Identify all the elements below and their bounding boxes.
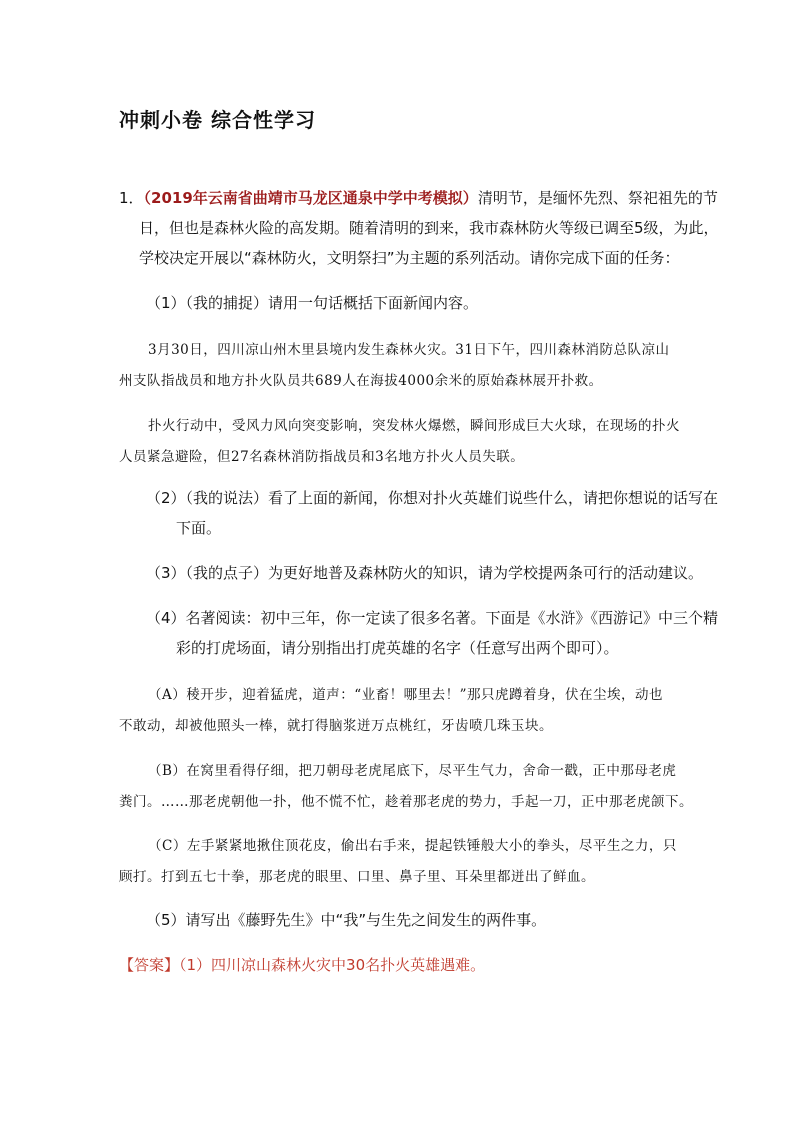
task-5: （5）请写出《藤野先生》中“我”与生先之间发生的两件事。: [146, 911, 547, 929]
task-4-line-2: 彩的打虎场面，请分别指出打虎英雄的名字（任意写出两个即可）。: [176, 639, 619, 657]
question-intro-1: 清明节，是缅怀先烈、祭祀祖先的节: [477, 189, 718, 207]
task-1: （1）（我的捕捉）请用一句话概括下面新闻内容。: [146, 294, 479, 312]
passage-a-line-1: （A）稜开步，迎着猛虎，道声：“业畜！哪里去！”那只虎蹲着身，伏在尘埃，动也: [148, 687, 664, 703]
task-2-line-2: 下面。: [176, 519, 222, 537]
news-line-3: 扑火行动中，受风力风向突变影响，突发林火爆燃，瞬间形成巨大火球，在现场的扑火: [148, 418, 680, 434]
question-source: （2019年云南省曲靖市马龙区通泉中学中考模拟）: [143, 189, 478, 207]
news-line-1: 3月30日，四川凉山州木里县境内发生森林火灾。31日下午，四川森林消防总队凉山: [148, 342, 670, 358]
task-2-line-1: （2）（我的说法）看了上面的新闻，你想对扑火英雄们说些什么，请把你想说的话写在: [146, 489, 719, 507]
passage-c-line-2: 顾打。打到五七十拳，那老虎的眼里、口里、鼻子里、耳朵里都迸出了鲜血。: [119, 869, 595, 885]
passage-c-line-1: （C）左手紧紧地揪住顶花皮，偷出右手来，提起铁锤般大小的拳头，尽平生之力，只: [148, 838, 677, 854]
question-number: 1．: [119, 189, 144, 207]
question-line-1: [119, 187, 718, 208]
task-3: （3）（我的点子）为更好地普及森林防火的知识，请为学校提两条可行的活动建议。: [146, 564, 704, 582]
answer-line: [119, 954, 485, 975]
question-intro-3: 学校决定开展以“森林防火，文明祭扫”为主题的系列活动。请你完成下面的任务：: [139, 249, 680, 267]
news-line-4: 人员紧急避险，但27名森林消防指战员和3名地方扑火人员失联。: [119, 449, 525, 465]
question-intro-2: 日，但也是森林火险的高发期。随着清明的到来，我市森林防火等级已调至5级，为此，: [139, 219, 719, 237]
passage-a-line-2: 不敢动，却被他照头一棒，就打得脑浆迸万点桃红，牙齿喷几珠玉块。: [119, 718, 553, 734]
answer-tag: 【答案】: [119, 956, 180, 974]
answer-text: （1）四川凉山森林火灾中30名扑火英雄遇难。: [179, 956, 486, 974]
news-line-2: 州支队指战员和地方扑火队员共689人在海拔4000余米的原始森林展开扑救。: [119, 373, 603, 389]
page-title: 冲刺小卷 综合性学习: [119, 108, 316, 132]
passage-b-line-1: （B）在窝里看得仔细，把刀朝母老虎尾底下，尽平生气力，舍命一戳，正中那母老虎: [148, 763, 677, 779]
task-4-line-1: （4）名著阅读：初中三年，你一定读了很多名著。下面是《水浒》《西游记》中三个精: [146, 609, 719, 627]
passage-b-line-2: 粪门。……那老虎朝他一扑，他不慌不忙，趁着那老虎的势力，手起一刀，正中那老虎颌下。: [119, 794, 693, 810]
